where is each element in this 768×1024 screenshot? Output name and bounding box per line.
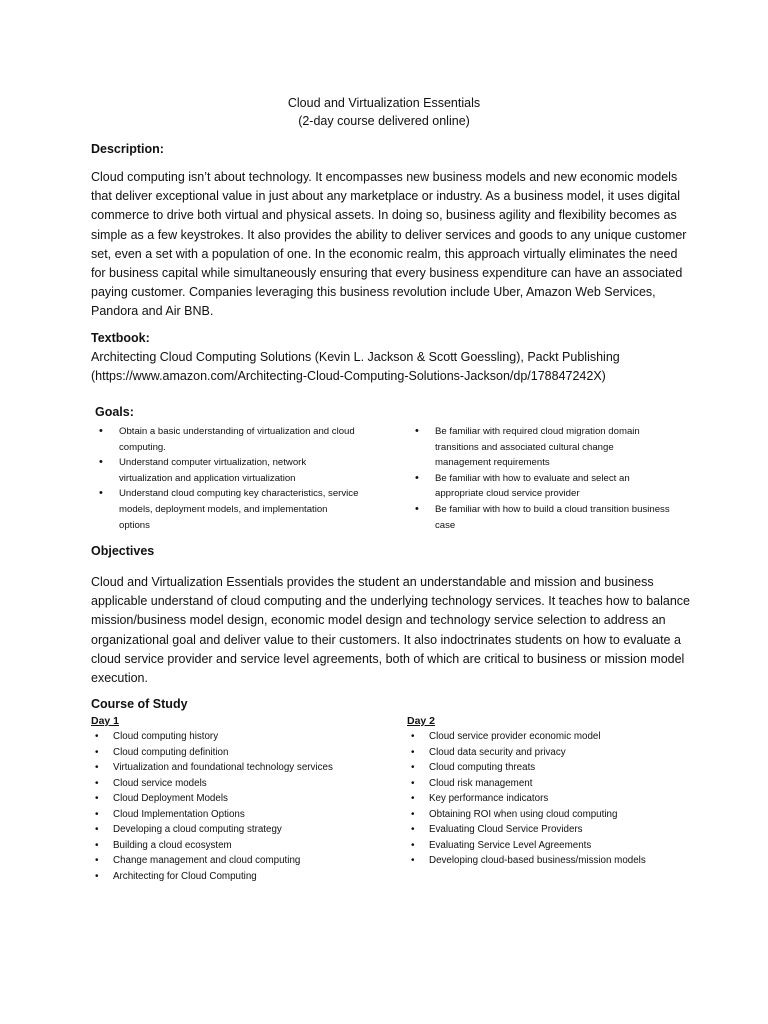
document-title	[0, 94, 768, 130]
list-item: • Key performance indicators	[407, 791, 707, 807]
goal-item: • Obtain a basic understanding of virtualization and cloud computing.	[91, 424, 361, 455]
goal-item: • Be familiar with required cloud migration domain transitions and associated cultural change management requirements	[407, 424, 672, 471]
goal-item: • Understand computer virtualization, network virtualization and application virtualization	[91, 455, 361, 486]
list-item: • Cloud risk management	[407, 776, 707, 792]
day1-heading: Day 1	[91, 715, 120, 727]
goals-heading: Goals:	[95, 405, 134, 419]
list-item: • Building a cloud ecosystem	[91, 838, 391, 854]
list-item: • Developing cloud-based business/mission models	[407, 853, 707, 869]
goal-item: • Be familiar with how to evaluate and select an appropriate cloud service provider	[407, 471, 672, 502]
day2-list	[407, 729, 707, 869]
list-item: • Developing a cloud computing strategy	[91, 822, 391, 838]
list-item: • Cloud Deployment Models	[91, 791, 391, 807]
list-item: • Architecting for Cloud Computing	[91, 869, 391, 885]
textbook-link: (https://www.amazon.com/Architecting-Cloud-Computing-Solutions-Jackson/dp/178847242X)	[91, 369, 606, 384]
list-item: • Cloud service models	[91, 776, 391, 792]
list-item: • Cloud service provider economic model	[407, 729, 707, 745]
objectives-heading: Objectives	[91, 544, 155, 558]
goal-item: • Be familiar with how to build a cloud transition business case	[407, 502, 672, 533]
list-item: • Change management and cloud computing	[91, 853, 391, 869]
textbook-title: Architecting Cloud Computing Solutions (Kevin L. Jackson & Scott Goessling), Packt Publishing	[91, 350, 620, 364]
goals-left-list	[91, 424, 361, 533]
list-item: • Cloud computing definition	[91, 745, 391, 761]
course-heading: Course of Study	[91, 697, 188, 711]
course-title: Cloud and Virtualization Essentials	[287, 96, 481, 110]
list-item: • Cloud computing history	[91, 729, 391, 745]
list-item: • Evaluating Service Level Agreements	[407, 838, 707, 854]
day1-list	[91, 729, 391, 884]
list-item: • Virtualization and foundational technology services	[91, 760, 391, 776]
description-text: Cloud computing isn’t about technology. It encompasses new business models and new economic models that deliver exceptional value in just about any marketplace or industry. As a business model, it uses digital commerce to drive both virtual and physical assets. In doing so, business agility and flexibility becomes as simple as a few keystrokes. It also provides the ability to deliver services and goods to any unique customer set, even a set with a population of one. In the economic realm, this approach virtually eliminates the need for business capital while simultaneously ensuring that every business expenditure can have an associated paying customer. Companies leveraging this business revolution include Uber, Amazon Web Services, Pandora and Air BNB.	[91, 170, 687, 319]
course-subtitle: (2-day course delivered online)	[298, 114, 470, 128]
list-item: • Cloud computing threats	[407, 760, 707, 776]
goal-item: • Understand cloud computing key characteristics, service models, deployment models, and implementation options	[91, 486, 361, 533]
description-heading: Description:	[91, 142, 164, 156]
textbook-citation	[91, 348, 691, 386]
list-item: • Cloud Implementation Options	[91, 807, 391, 823]
goals-right-list	[407, 424, 672, 533]
list-item: • Evaluating Cloud Service Providers	[407, 822, 707, 838]
day2-heading: Day 2	[407, 715, 436, 727]
objectives-text: Cloud and Virtualization Essentials provides the student an understandable and mission and business applicable understand of cloud computing and the underlying technology services. It teaches how to balance mission/business model design, economic model design and technology service selection to address an organizational goal and deliver value to their customers. It also indoctrinates students on how to evaluate a cloud service provider and service level agreements, both of which are critical to business or mission model execution.	[91, 575, 690, 686]
list-item: • Cloud data security and privacy	[407, 745, 707, 761]
list-item: • Obtaining ROI when using cloud computing	[407, 807, 707, 823]
textbook-heading: Textbook:	[91, 331, 150, 345]
